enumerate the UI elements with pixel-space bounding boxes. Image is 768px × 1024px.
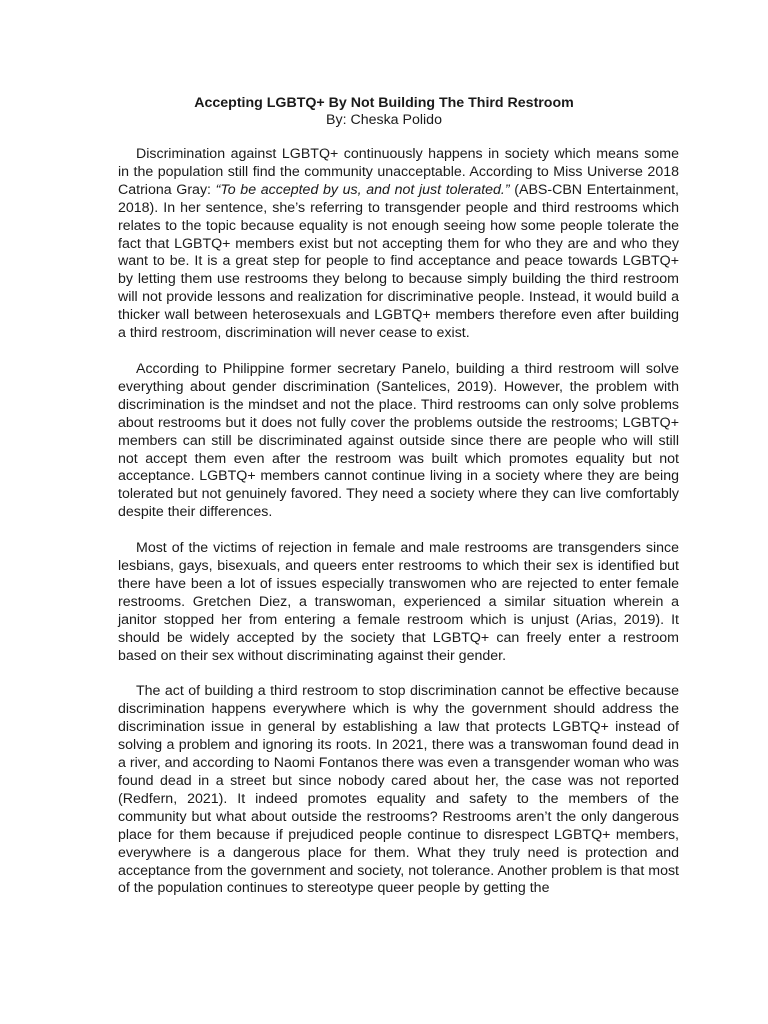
paragraph-1-text-before: Discrimination against LGBTQ+ continuously happens in society which means some in the population still find the community unacceptable. According to Miss Universe 2018 Catriona Gray: xyxy=(118,146,679,198)
paragraph-4: The act of building a third restroom to stop discrimination cannot be effective because discrimination happens everywhere which is why the government should address the discrimination issue in general by establishing a law that protects LGBTQ+ instead of solving a problem and ignoring its roots. In 2021, there was a transwoman found dead in a river, and according to Naomi Fontanos there was even a transgender woman who was found dead in a street but since nobody cared about her, the case was not reported (Redfern, 2021). It indeed promotes equality and safety to the members of the community but what about outside the restrooms? Restrooms aren’t the only dangerous place for them because if prejudiced people continue to disrespect LGBTQ+ members, everywhere is a dangerous place for them. What they truly need is protection and acceptance from the government and society, not tolerance. Another problem is that most of the population continues to stereotype queer people by getting the xyxy=(118,683,679,897)
paragraph-2: According to Philippine former secretary Panelo, building a third restroom will solve everything about gender discrimination (Santelices, 2019). However, the problem with discrimination is the mindset and not the place. Third restrooms can only solve problems about restrooms but it does not fully cover the problems outside the restrooms; LGBTQ+ members can still be discriminated against outside since there are people who will still not accept them even after the restroom was built which promotes equality but not acceptance. LGBTQ+ members cannot continue living in a society where they are being tolerated but not genuinely favored. They need a society where they can live comfortably despite their differences. xyxy=(118,360,679,521)
document-body xyxy=(118,146,679,916)
paragraph-1-quote: “To be accepted by us, and not just tolerated.” xyxy=(215,181,510,198)
paragraph-3: Most of the victims of rejection in female and male restrooms are transgenders since lesbians, gays, bisexuals, and queers enter restrooms to which their sex is identified but there have been a lot of issues especially transwomen who are rejected to enter female restrooms. Gretchen Diez, a transwoman, experienced a similar situation wherein a janitor stopped her from entering a female restroom which is unjust (Arias, 2019). It should be widely accepted by the society that LGBTQ+ can freely enter a restroom based on their sex without discriminating against their gender. xyxy=(118,540,679,664)
paragraph-1-text-after: (ABS-CBN Entertainment, 2018). In her sentence, she’s referring to transgender people and third restrooms which relates to the topic because equality is not enough seeing how some people tolerate the fact that LGBTQ+ members exist but not accepting them for who they are and who they want to be. It is a great step for people to find acceptance and peace towards LGBTQ+ by letting them use restrooms they belong to because simply building the third restroom will not provide lessons and realization for discriminative people. Instead, it would build a thicker wall between heterosexuals and LGBTQ+ members therefore even after building a third restroom, discrimination will never cease to exist. xyxy=(118,181,679,342)
document-author: By: Cheska Polido xyxy=(326,112,442,128)
paragraph-1 xyxy=(118,146,679,343)
document-title: Accepting LGBTQ+ By Not Building The Third Restroom xyxy=(194,95,574,111)
